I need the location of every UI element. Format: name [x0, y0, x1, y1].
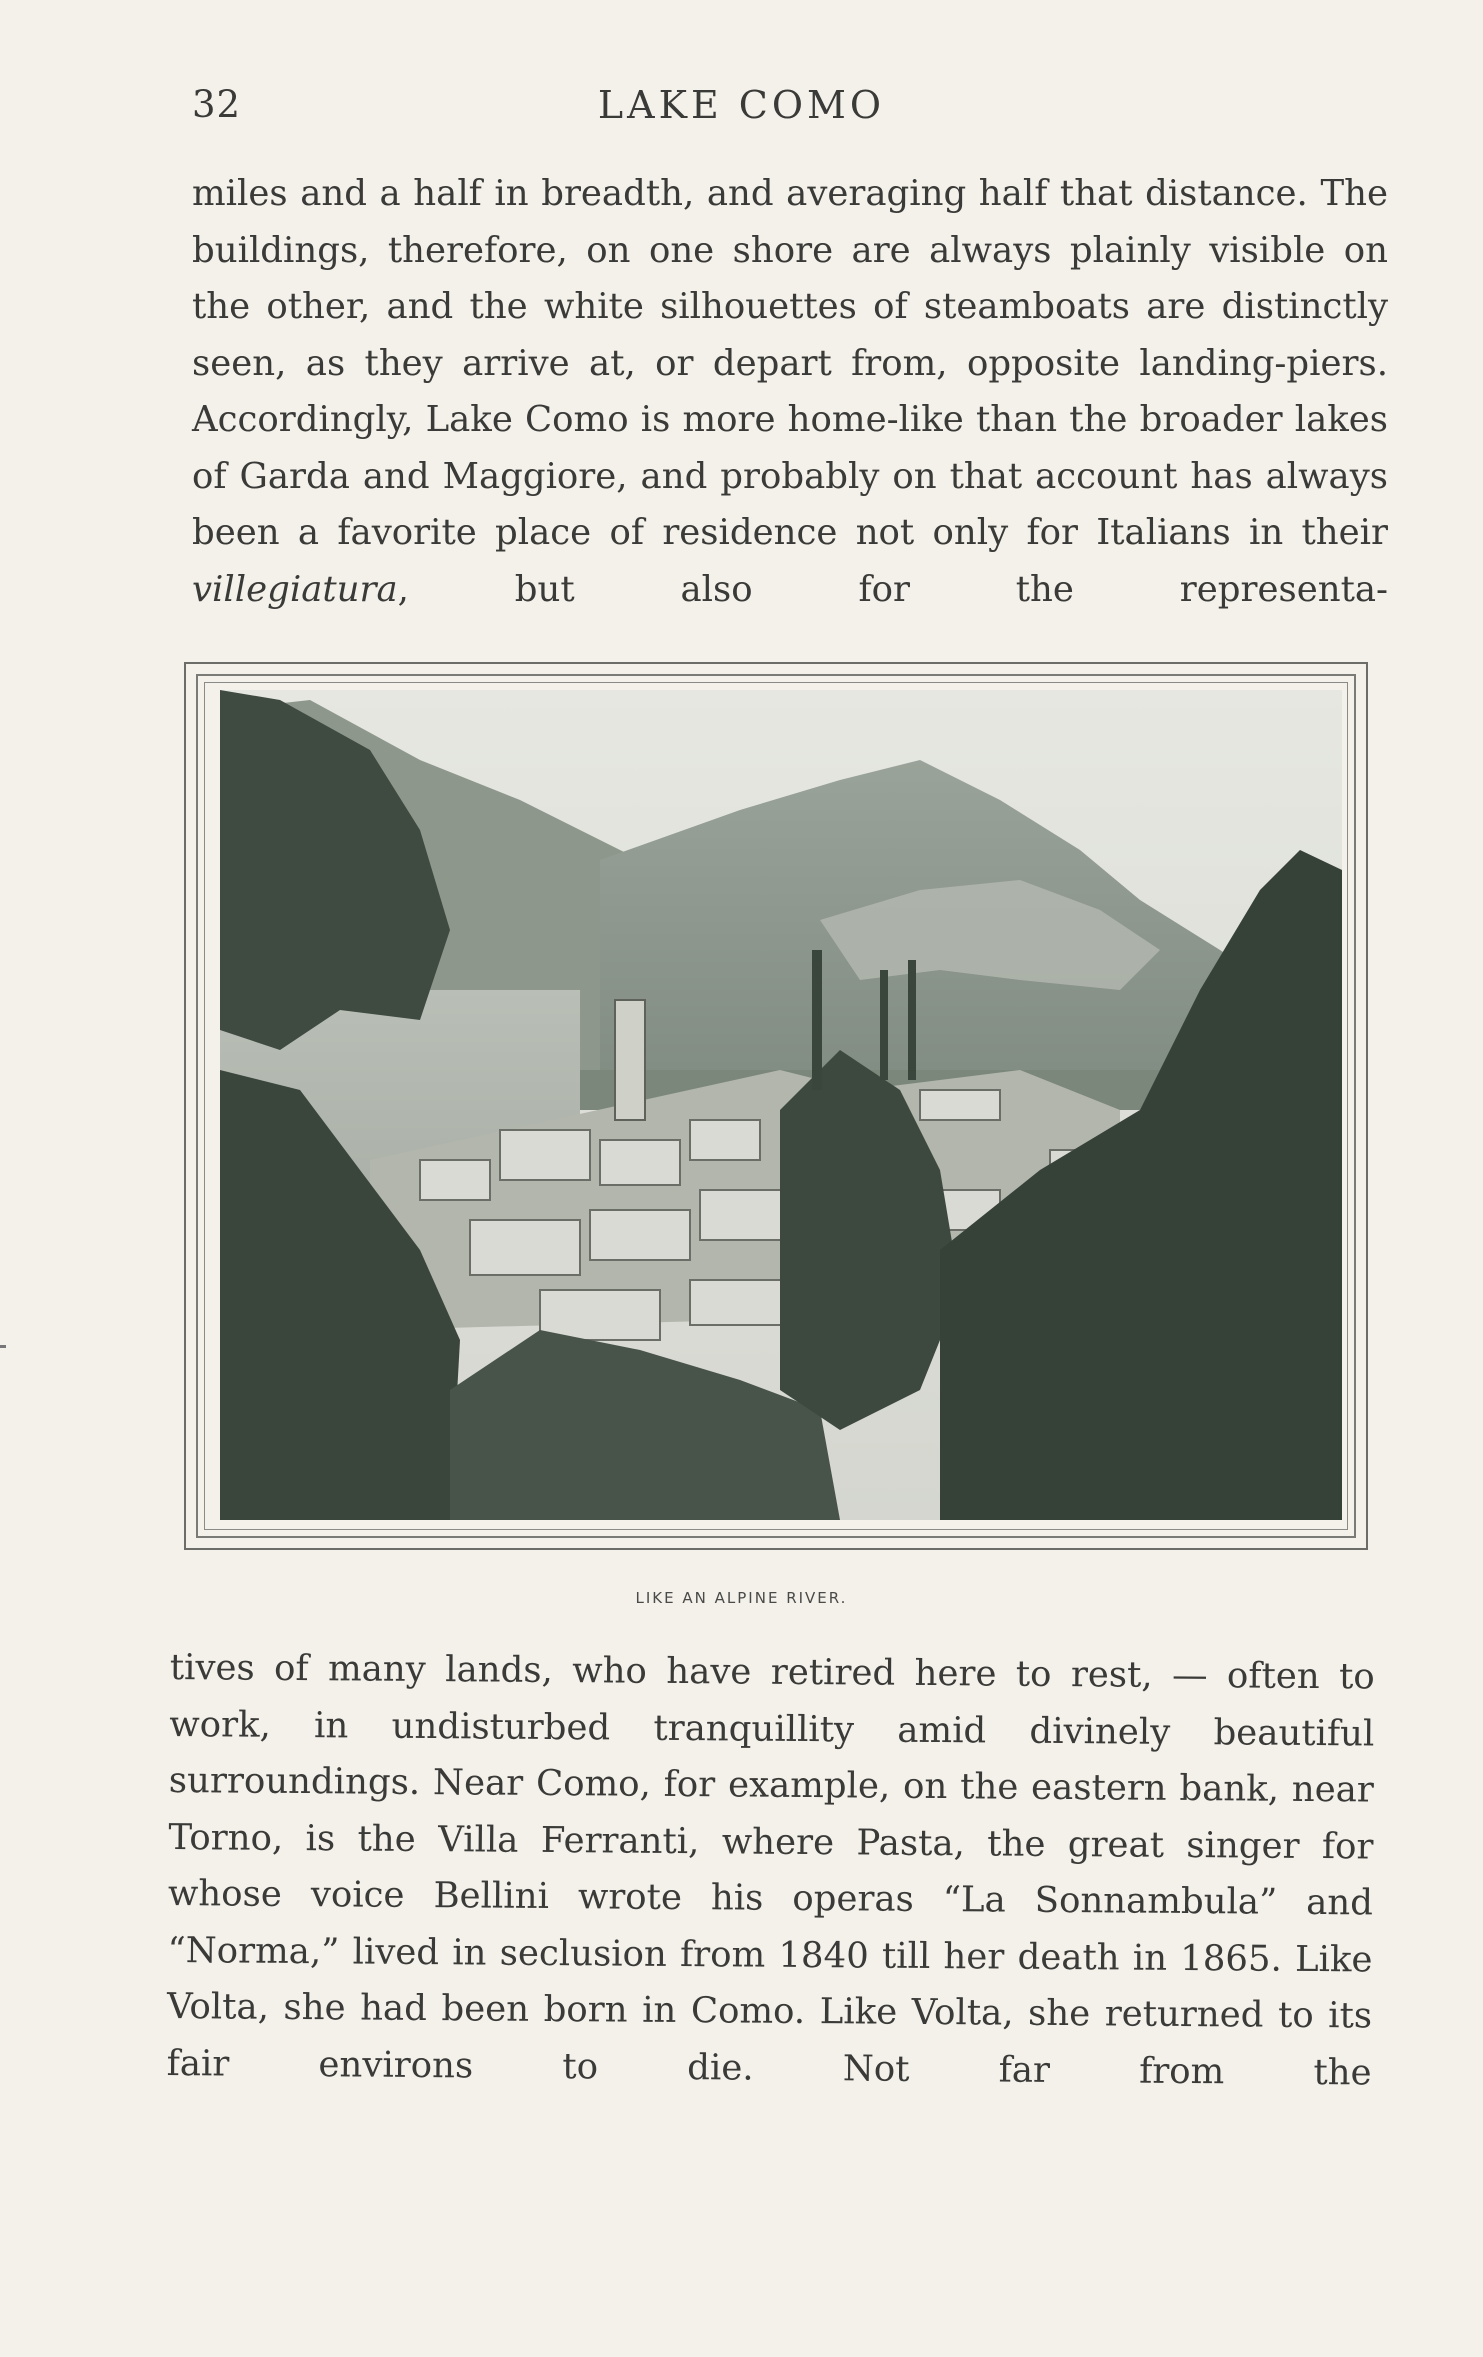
text-run: , but also for the representa- [397, 568, 1388, 610]
running-head: LAKE COMO [597, 83, 886, 127]
cypress-2 [880, 970, 888, 1080]
page-number: 32 [192, 83, 242, 126]
paragraph-top [192, 166, 1388, 618]
paragraph-bottom: tives of many lands, who have retired here to rest, — often to work, in undisturbed tranquillity amid divinely beautiful surroundings. Near Como, for example, on the eastern bank, near Torno, is the Villa Ferranti, where Pasta, the great singer for whose voice Bellini wrote his operas “La Sonnambula” and “Norma,” lived in seclusion from 1840 till her death in 1865. Like Volta, she had been born in Como. Like Volta, she returned to its fair environs to die. Not far from the [166, 1646, 1375, 2093]
body-text-bottom [166, 1640, 1375, 2101]
figure-caption: LIKE AN ALPINE RIVER. [635, 1589, 848, 1607]
landscape-illustration [220, 690, 1342, 1520]
photo [220, 690, 1342, 1520]
church-tower [615, 1000, 645, 1120]
body-text-top [192, 166, 1388, 618]
margin-mark [0, 1345, 6, 1348]
text-run: miles and a half in breadth, and averaging half that distance. The buildings, therefore, on one shore are always plainly visible on the other, and the white silhouettes of steamboats are distinctly seen, as they arrive at, or depart from, opposite landing-piers. Accordingly, Lake Como is more home-like than the broader lakes of Garda and Maggiore, and probably on that account has always been a favorite place of residence not only for Italians in their [192, 173, 1388, 553]
cypress-3 [908, 960, 916, 1080]
cypress-1 [812, 950, 822, 1090]
italic-term: villegiatura [192, 568, 398, 610]
